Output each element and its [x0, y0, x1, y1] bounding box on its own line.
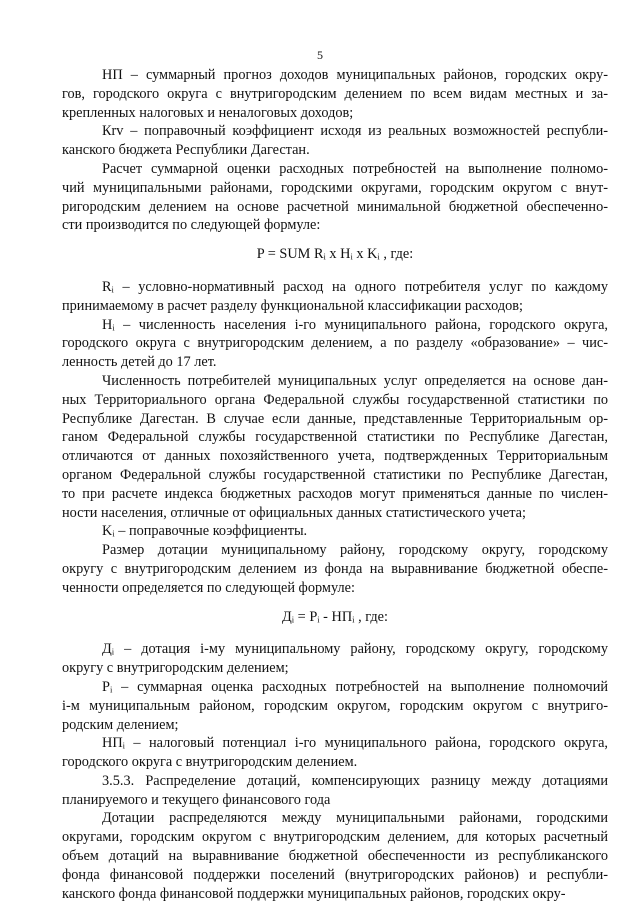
- paragraph: [62, 809, 608, 903]
- paragraph: [62, 640, 608, 678]
- text-line: ленность детей до 17 лет.: [62, 354, 217, 371]
- text-line: чий муниципальными районами, городскими округами, городским округом с внут-: [62, 179, 608, 196]
- paragraph: [62, 678, 608, 734]
- text-line: объем дотаций на выравнивание бюджетной обеспеченности из республиканского: [62, 848, 608, 865]
- text-line: принимаемому в расчет разделу функциональной классификации расходов;: [62, 297, 524, 314]
- text-line: родским делением;: [62, 716, 179, 733]
- text-line: сти производится по следующей формуле:: [62, 217, 321, 234]
- text-line: НП – суммарный прогноз доходов муниципальных районов, городских окру-: [102, 67, 608, 83]
- formula: P = SUM Rᵢ x Hᵢ x Kᵢ , где:: [256, 246, 414, 263]
- text-line: то при расчете индекса бюджетных расходов могут применяться данные по числен-: [62, 485, 608, 502]
- text-line: Расчет суммарной оценки расходных потребностей на выполнение полномо-: [102, 160, 608, 177]
- text-line: ных Территориального органа Федеральной службы государственной статистики по: [62, 391, 608, 408]
- paragraph: [62, 372, 608, 522]
- text-line: Численность потребителей муниципальных услуг определяется на основе дан-: [102, 372, 608, 389]
- text-line: Дотации распределяются между муниципальными районами, городскими: [102, 810, 608, 827]
- paragraph: [62, 160, 608, 235]
- text-line: округами, городским округом с внутригородским делением, для которых расчетный: [62, 829, 608, 846]
- paragraph: [62, 122, 608, 160]
- paragraph: [62, 66, 608, 122]
- paragraph: [62, 772, 608, 810]
- paragraph: [62, 734, 608, 772]
- page-number: 5: [317, 48, 323, 62]
- document-body: [62, 66, 608, 903]
- text-line: ности населения, отличные от официальных данных статистического учета;: [62, 504, 526, 521]
- formula: Дᵢ = Pᵢ - НПᵢ , где:: [282, 608, 388, 625]
- text-line: НПᵢ – налоговый потенциал i-го муниципального района, городского округа,: [102, 735, 608, 752]
- text-line: 3.5.3. Распределение дотаций, компенсирующих разницу между дотациями: [102, 772, 608, 789]
- text-line: Кrv – поправочный коэффициент исходя из реальных возможностей республи-: [102, 123, 608, 140]
- text-line: Республике Дагестан. В случае если данные, представленные Территориальным ор-: [62, 410, 608, 427]
- text-line: канского бюджета Республики Дагестан.: [62, 142, 310, 159]
- text-line: Дᵢ – дотация i-му муниципальному району, городскому округу, городскому: [102, 641, 608, 658]
- text-line: планируемого и текущего финансового года: [62, 791, 331, 808]
- text-line: Kᵢ – поправочные коэффициенты.: [102, 523, 308, 540]
- text-line: Rᵢ – условно-нормативный расход на одного потребителя услуг по каждому: [102, 278, 608, 295]
- paragraph: [62, 278, 608, 316]
- text-line: округу с внутригородским делением из фонда на выравнивание бюджетной обеспе-: [62, 560, 608, 577]
- paragraph: [62, 541, 608, 597]
- text-line: городского округа с внутригородским делением.: [62, 754, 358, 771]
- text-line: ганом Федеральной службы государственной статистики по Республике Дагестан,: [62, 429, 608, 446]
- text-line: канского фонда финансовой поддержки муниципальных районов, городских окру-: [62, 885, 566, 902]
- text-line: городского округа с внутригородским делением, а по разделу «образование» – чис-: [62, 335, 608, 352]
- text-line: фонда финансовой поддержки поселений (внутригородских районов) и республи-: [62, 866, 608, 883]
- paragraph: [62, 316, 608, 372]
- text-line: округу с внутригородским делением;: [62, 660, 289, 677]
- text-line: i-м муниципальным районом, городским округом, городским округом с внутригo-: [62, 697, 608, 714]
- text-line: ченности определяется по следующей формуле:: [62, 579, 355, 596]
- paragraph: [62, 522, 608, 541]
- text-line: Pᵢ – суммарная оценка расходных потребностей на выполнение полномочий: [102, 678, 608, 695]
- text-line: отличаются от данных похозяйственного учета, подтвержденных Территориальным: [62, 448, 608, 465]
- text-line: крепленных налоговых и неналоговых доходов;: [62, 104, 354, 121]
- text-line: ригородским делением на основе расчетной минимальной бюджетной обеспеченно-: [62, 198, 608, 215]
- text-line: Размер дотации муниципальному району, городскому округу, городскому: [102, 542, 608, 559]
- text-line: органом Федеральной службы государственной статистики по Республике Дагестан,: [62, 466, 608, 483]
- text-line: гов, городского округа с внутригородским делением по всем видам местных и за-: [62, 85, 608, 102]
- text-line: Hᵢ – численность населения i-го муниципального района, городского округа,: [102, 316, 608, 333]
